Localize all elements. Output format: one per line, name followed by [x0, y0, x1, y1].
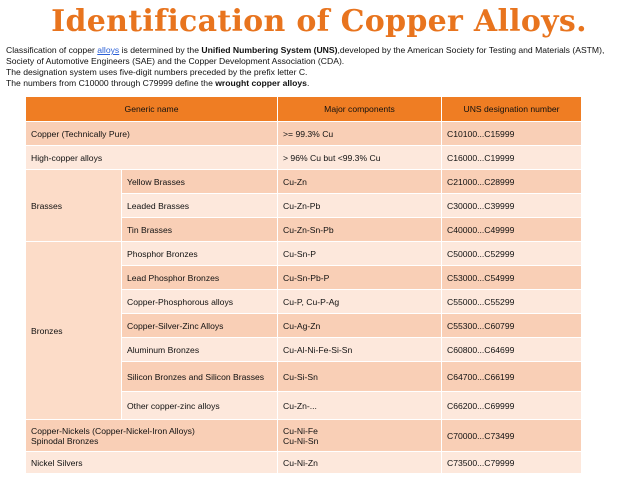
cell-name: Nickel Silvers	[26, 452, 278, 474]
cell-uns: C73500...C79999	[442, 452, 582, 474]
intro-p1-mid: is determined by the	[119, 45, 202, 55]
cell-uns: C16000...C19999	[442, 146, 582, 170]
intro-p1-before: Classification of copper	[6, 45, 98, 55]
cell-name: Silicon Bronzes and Silicon Brasses	[122, 362, 278, 392]
intro-p3-after: .	[306, 78, 310, 88]
cell-major-line-1: Cu-Ni-Fe	[283, 425, 318, 436]
alloys-table	[25, 96, 582, 474]
cell-major: Cu-P, Cu-P-Ag	[278, 290, 442, 314]
intro-line-2: The designation system uses five-digit numbers preceded by the prefix letter C.	[6, 67, 308, 77]
cell-major: >= 99.3% Cu	[278, 122, 442, 146]
cell-name: Tin Brasses	[122, 218, 278, 242]
cell-name: Lead Phosphor Bronzes	[122, 266, 278, 290]
cell-uns: C55000...C55299	[442, 290, 582, 314]
cell-name-line-1: Copper-Nickels (Copper-Nickel-Iron Alloys)	[31, 425, 195, 436]
table-header-row	[26, 97, 582, 122]
cell-major: Cu-Zn	[278, 170, 442, 194]
cell-uns: C30000...C39999	[442, 194, 582, 218]
intro-p1-bold: Unified Numbering System (UNS)	[201, 45, 338, 55]
cell-name: Yellow Brasses	[122, 170, 278, 194]
cell-uns: C40000...C49999	[442, 218, 582, 242]
page-title: Identification of Copper Alloys.	[51, 4, 587, 39]
intro-line-1	[6, 45, 604, 66]
cell-major	[278, 420, 442, 452]
cell-major: Cu-Zn-...	[278, 392, 442, 420]
cell-uns: C50000...C52999	[442, 242, 582, 266]
table-row	[26, 242, 582, 266]
header-uns-number: UNS designation number	[442, 97, 582, 122]
cell-name	[26, 420, 278, 452]
cell-uns: C53000...C54999	[442, 266, 582, 290]
group-cell-bronzes: Bronzes	[26, 242, 122, 420]
table-row	[26, 122, 582, 146]
intro-p3-bold: wrought copper alloys	[215, 78, 307, 88]
cell-uns: C10100...C15999	[442, 122, 582, 146]
cell-name: Copper-Phosphorous alloys	[122, 290, 278, 314]
cell-uns: C60800...C64699	[442, 338, 582, 362]
cell-name: Phosphor Bronzes	[122, 242, 278, 266]
cell-uns: C66200...C69999	[442, 392, 582, 420]
cell-uns: C70000...C73499	[442, 420, 582, 452]
cell-name: High-copper alloys	[26, 146, 278, 170]
group-cell-brasses: Brasses	[26, 170, 122, 242]
cell-major: Cu-Zn-Sn-Pb	[278, 218, 442, 242]
cell-name: Copper-Silver-Zinc Alloys	[122, 314, 278, 338]
intro-p1-after: ,developed by the American Society for Testing and Materials (ASTM), Society of Automotive Engineers (SAE) and the Copper Development Association (CDA).	[6, 45, 605, 66]
cell-major-line-2: Cu-Ni-Sn	[283, 435, 319, 446]
cell-name: Copper (Technically Pure)	[26, 122, 278, 146]
cell-name: Other copper-zinc alloys	[122, 392, 278, 420]
table-row	[26, 170, 582, 194]
cell-major: > 96% Cu but <99.3% Cu	[278, 146, 442, 170]
cell-major: Cu-Ni-Zn	[278, 452, 442, 474]
cell-major: Cu-Ag-Zn	[278, 314, 442, 338]
cell-uns: C64700...C66199	[442, 362, 582, 392]
cell-major: Cu-Zn-Pb	[278, 194, 442, 218]
cell-major: Cu-Al-Ni-Fe-Si-Sn	[278, 338, 442, 362]
cell-uns: C21000...C28999	[442, 170, 582, 194]
cell-name-line-2: Spinodal Bronzes	[31, 435, 99, 446]
table-row	[26, 420, 582, 452]
cell-uns: C55300...C60799	[442, 314, 582, 338]
alloys-link[interactable]: alloys	[97, 45, 120, 55]
cell-name: Leaded Brasses	[122, 194, 278, 218]
table-row	[26, 146, 582, 170]
cell-major: Cu-Si-Sn	[278, 362, 442, 392]
cell-major: Cu-Sn-P	[278, 242, 442, 266]
cell-major: Cu-Sn-Pb-P	[278, 266, 442, 290]
cell-name: Aluminum Bronzes	[122, 338, 278, 362]
intro-text	[6, 45, 632, 89]
header-generic-name: Generic name	[26, 97, 278, 122]
intro-line-3	[6, 78, 632, 89]
intro-p3-before: The numbers from C10000 through C79999 define the	[6, 78, 216, 88]
header-major-components: Major components	[278, 97, 442, 122]
table-row	[26, 452, 582, 474]
